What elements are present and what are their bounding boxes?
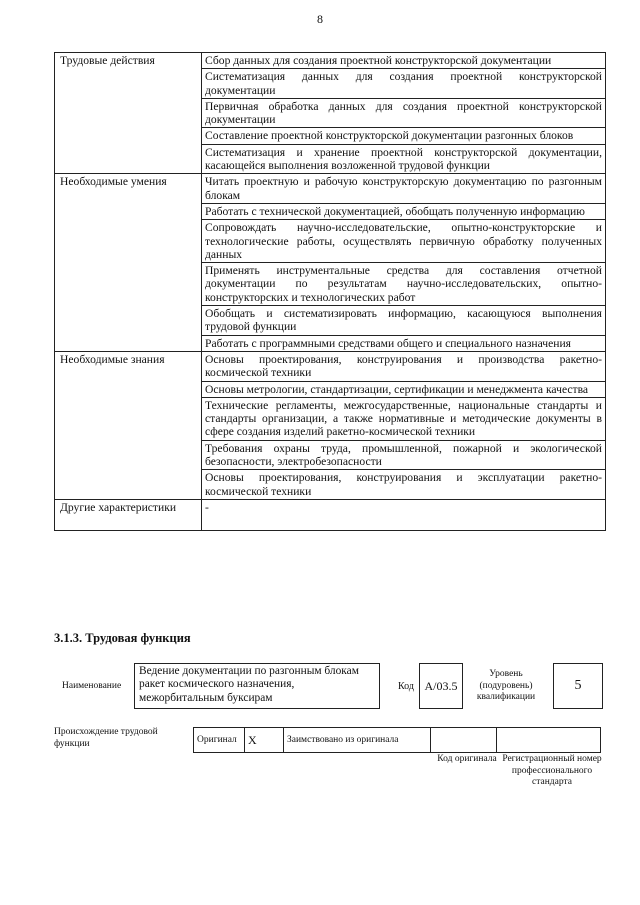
name-label: Наименование (62, 681, 122, 691)
item-cell: Основы проектирования, конструирования и эксплуатации ракетно-космической техники (202, 470, 606, 500)
item-cell: Основы проектирования, конструирования и производства ракетно-космической техники (202, 351, 606, 381)
original-code-caption: Код оригинала (437, 754, 497, 764)
level-label: Уровень (подуровень) квалификации (476, 669, 536, 702)
registration-number-caption: Регистрационный номер профессионального стандарта (502, 754, 602, 787)
item-cell: Сбор данных для создания проектной конструкторской документации (202, 53, 606, 69)
item-cell: Обобщать и систематизировать информацию, касающуюся выполнения трудовой функции (202, 306, 606, 336)
item-cell: Первичная обработка данных для создания проектной конструкторской документации (202, 98, 606, 128)
item-cell: Работать с технической документацией, обобщать полученную информацию (202, 203, 606, 219)
code-label: Код (398, 681, 414, 692)
section-label-cell: Другие характеристики (55, 499, 202, 530)
item-cell: - (202, 499, 606, 530)
item-cell: Читать проектную и рабочую конструкторскую документацию по разгонным блокам (202, 174, 606, 204)
section-label-cell: Необходимые умения (55, 174, 202, 352)
table-row (55, 174, 606, 204)
origin-table (193, 727, 601, 753)
item-cell: Работать с программными средствами общего и специального назначения (202, 335, 606, 351)
original-mark-cell: X (245, 728, 284, 753)
function-name-box: Ведение документации по разгонным блокам ракет космического назначения, межорбитальным буксирам (134, 663, 380, 709)
page-number: 8 (317, 12, 323, 26)
table-row (55, 499, 606, 530)
item-cell: Основы метрологии, стандартизации, сертификации и менеджмента качества (202, 381, 606, 397)
borrowed-label-cell: Заимствовано из оригинала (284, 728, 431, 753)
code-box: A/03.5 (419, 663, 463, 709)
item-cell: Сопровождать научно-исследовательские, опытно-конструкторские и технологические работы, осуществлять первичную обработку полученных данных (202, 220, 606, 263)
section-label-cell: Трудовые действия (55, 53, 202, 174)
original-label-cell: Оригинал (194, 728, 245, 753)
item-cell: Систематизация и хранение проектной конструкторской документации, касающейся выполнения возложенной трудовой функции (202, 144, 606, 174)
table-row (55, 53, 606, 69)
origin-label: Происхождение трудовой функции (54, 727, 158, 749)
section-label-cell: Необходимые знания (55, 351, 202, 499)
item-cell: Применять инструментальные средства для составления отчетной документации по результатам научно-исследовательских, опытно-конструкторских и технологических работ (202, 263, 606, 306)
item-cell: Систематизация данных для создания проектной конструкторской документации (202, 69, 606, 99)
labor-function-table (54, 52, 606, 531)
item-cell: Составление проектной конструкторской документации разгонных блоков (202, 128, 606, 144)
registration-number-cell (497, 728, 601, 753)
labor-function-table-body (55, 53, 606, 531)
table-row (55, 351, 606, 381)
section-title: 3.1.3. Трудовая функция (54, 631, 191, 645)
item-cell: Требования охраны труда, промышленной, пожарной и экологической безопасности, электробезопасности (202, 440, 606, 470)
original-code-cell (431, 728, 497, 753)
item-cell: Технические регламенты, межгосударственные, национальные стандарты и стандарты организации, а также нормативные и методические документы в сфере создания изделий ракетно-космической техники (202, 397, 606, 440)
level-box: 5 (553, 663, 603, 709)
